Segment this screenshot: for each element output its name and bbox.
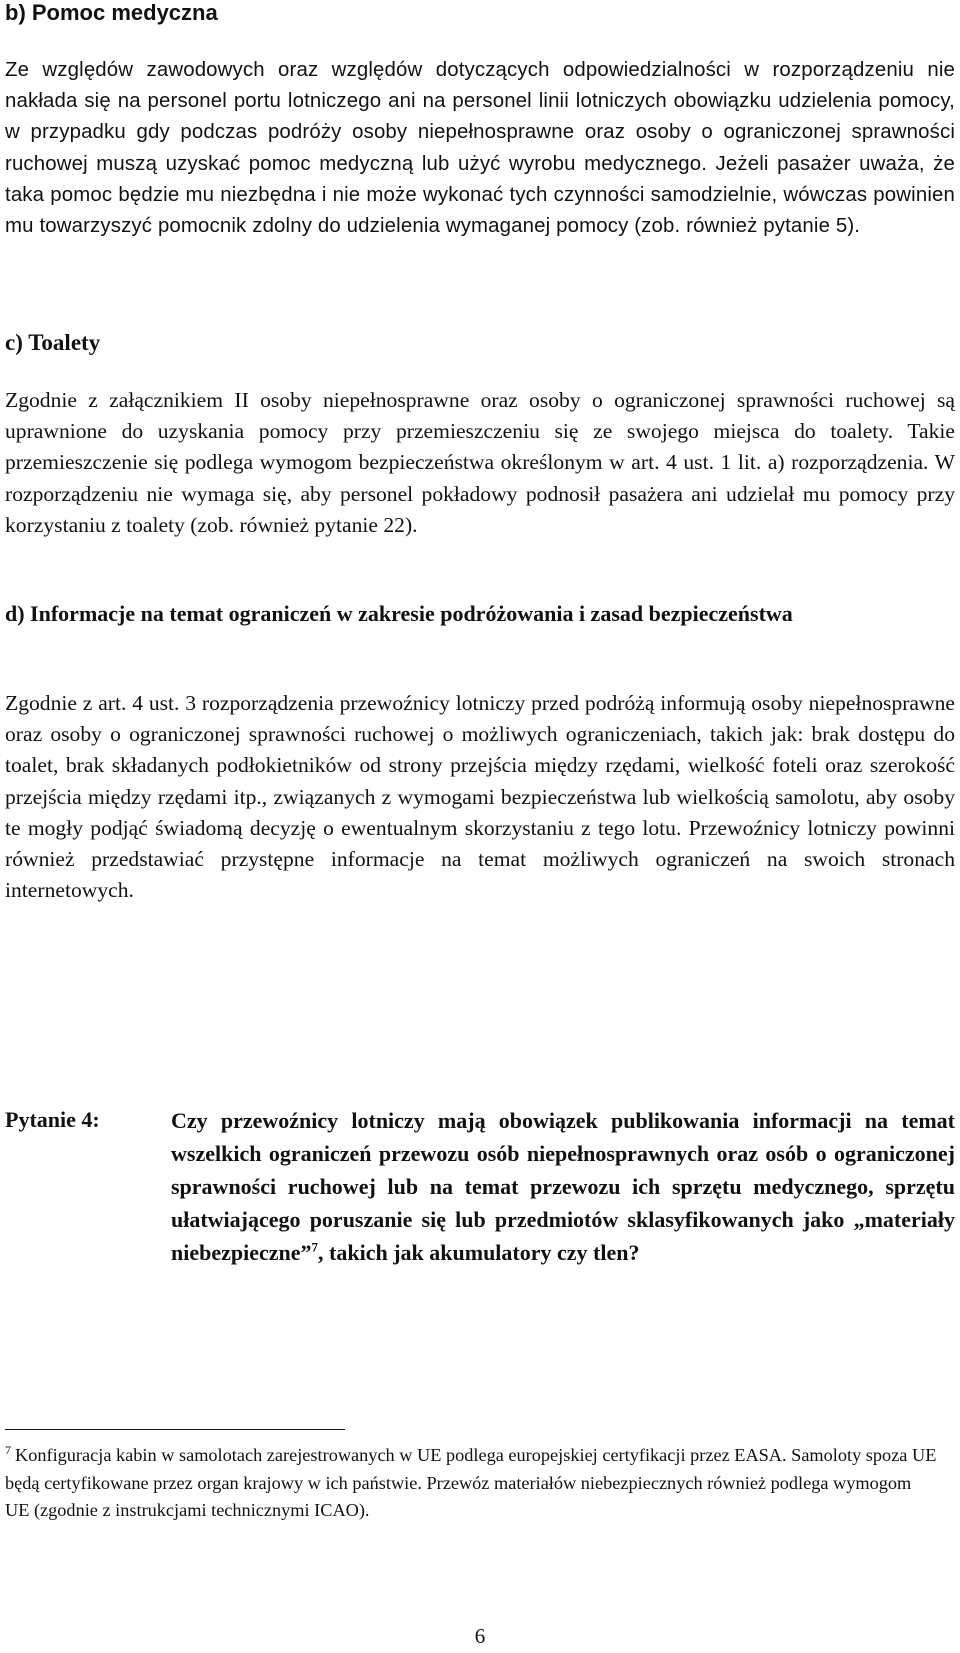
- section-d-heading: d) Informacje na temat ograniczeń w zakresie podróżowania i zasad bezpieczeństwa: [5, 601, 793, 626]
- footnote-separator: [5, 1429, 345, 1430]
- footnote-number: 7: [5, 1442, 11, 1457]
- footnote-text: Konfiguracja kabin w samolotach zarejestrowanych w UE podlega europejskiej certyfikacji przez EASA. Samoloty spoza UE będą certyfikowane przez organ krajowy w ich państwie. Przewóz materiałów niebezpiecznych również podlega wymogom UE (zgodnie z instrukcjami technicznymi ICAO).: [5, 1445, 937, 1520]
- question-text-tail: , takich jak akumulatory czy tlen?: [318, 1240, 640, 1265]
- page-number: 6: [474, 1624, 486, 1648]
- section-b-heading: b) Pomoc medyczna: [5, 0, 218, 25]
- footnote-reference[interactable]: 7: [311, 1239, 319, 1255]
- section-c-paragraph: Zgodnie z załącznikiem II osoby niepełnosprawne oraz osoby o ograniczonej sprawności ruchowej są uprawnione do uzyskania pomocy przy przemieszczeniu się ze swojego miejsca do toalety. Takie przemieszczenie się podlega wymogom bezpieczeństwa określonym w art. 4 ust. 1 lit. a) rozporządzenia. W rozporządzeniu nie wymaga się, aby personel pokładowy podnosił pasażera ani udzielał mu pomocy przy korzystaniu z toalety (zob. również pytanie 22).: [5, 388, 955, 537]
- section-c-heading: c) Toalety: [5, 330, 101, 355]
- question-label: Pytanie 4:: [5, 1107, 100, 1132]
- question-text-main: Czy przewoźnicy lotniczy mają obowiązek publikowania informacji na temat wszelkich ograniczeń przewozu osób niepełnosprawnych oraz osób o ograniczonej sprawności ruchowej lub na temat przewozu ich sprzętu medycznego, sprzętu ułatwiającego poruszanie się lub przedmiotów sklasyfikowanych jako „materiały niebezpieczne”: [171, 1108, 955, 1265]
- section-d-paragraph: Zgodnie z art. 4 ust. 3 rozporządzenia przewoźnicy lotniczy przed podróżą informują osoby niepełnosprawne oraz osoby o ograniczonej sprawności ruchowej o możliwych ograniczeniach, takich jak: brak dostępu do toalet, brak składanych podłokietników od strony przejścia między rzędami, wielkość foteli oraz szerokość przejścia między rzędami itp., związanych z wymogami bezpieczeństwa lub wielkością samolotu, aby osoby te mogły podjąć świadomą decyzję o ewentualnym skorzystaniu z tego lotu. Przewoźnicy lotniczy powinni również przedstawiać przystępne informacje na temat możliwych ograniczeń na swoich stronach internetowych.: [5, 691, 955, 903]
- section-b-paragraph: Ze względów zawodowych oraz względów dotyczących odpowiedzialności w rozporządzeniu nie nakłada się na personel portu lotniczego ani na personel linii lotniczych obowiązku udzielenia pomocy, w przypadku gdy podczas podróży osoby niepełnosprawne oraz osoby o ograniczonej sprawności ruchowej muszą uzyskać pomoc medyczną lub użyć wyrobu medycznego. Jeżeli pasażer uważa, że taka pomoc będzie mu niezbędna i nie może wykonać tych czynności samodzielnie, wówczas powinien mu towarzyszyć pomocnik zdolny do udzielenia wymaganej pomocy (zob. również pytanie 5).: [5, 59, 955, 238]
- question-text: [171, 1104, 955, 1269]
- footnote: [5, 1442, 940, 1525]
